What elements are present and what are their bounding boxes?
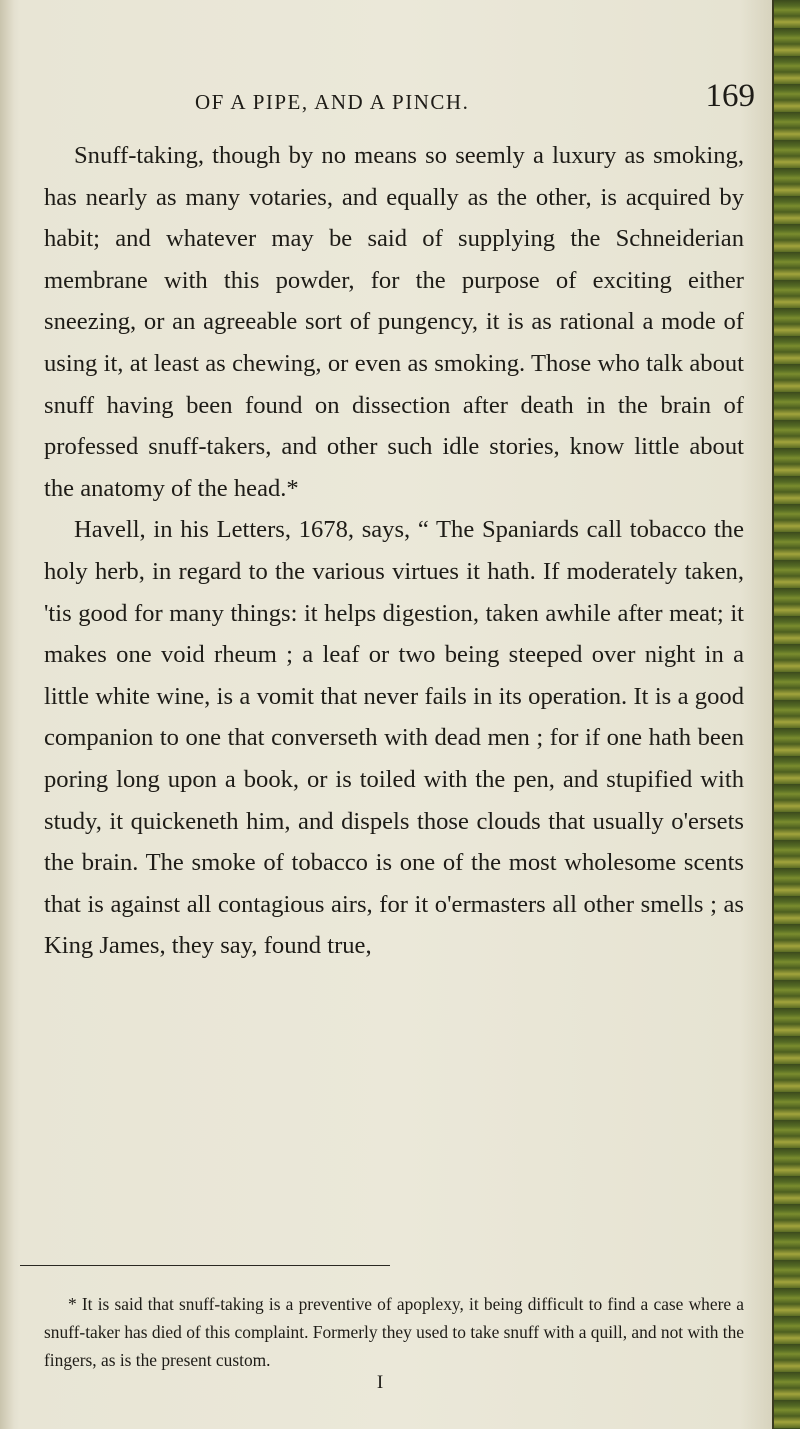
body-text [44,135,744,967]
book-binding-edge [772,0,800,1429]
paragraph-snuff-taking: Snuff-taking, though by no means so seemly a luxury as smoking, has nearly as many votaries, and equally as the other, is acquired by habit; and whatever may be said of supplying the Schneiderian membrane with this powder, for the purpose of exciting either sneezing, or an agreeable sort of pungency, it is as rational a mode of using it, at least as chewing, or even as smoking. Those who talk about snuff having been found on dissection after death in the brain of professed snuff-takers, and other such idle stories, know little about the anatomy of the head.* [44,142,744,502]
footnote-rule [20,1265,390,1266]
footnote: * It is said that snuff-taking is a preventive of apoplexy, it being difficult to find a case where a snuff-taker has died of this complaint. Formerly they used to take snuff with a quill, and not with the fingers, as is the present custom. [44,1294,744,1371]
running-head: OF A PIPE, AND A PINCH. [195,90,470,114]
page-header [195,78,755,128]
page-gutter [0,0,14,1429]
paragraph-havell-quote: Havell, in his Letters, 1678, says, “ The Spaniards call tobacco the holy herb, in regard to the various virtues it hath. If moderately taken, 'tis good for many things: it helps digestion, taken awhile after meat; it makes one void rheum ; a leaf or two being steeped over night in a little white wine, is a vomit that never fails in its operation. It is a good companion to one that converseth with dead men ; for if one hath been poring long upon a book, or is toiled with the pen, and stupified with study, it quickeneth him, and dispels those clouds that usually o'ersets the brain. The smoke of tobacco is one of the most wholesome scents that is against all contagious airs, for it o'ermasters all other smells ; as King James, they say, found true, [44,516,744,960]
page-number: 169 [705,78,755,114]
signature-mark: I [376,1372,384,1393]
